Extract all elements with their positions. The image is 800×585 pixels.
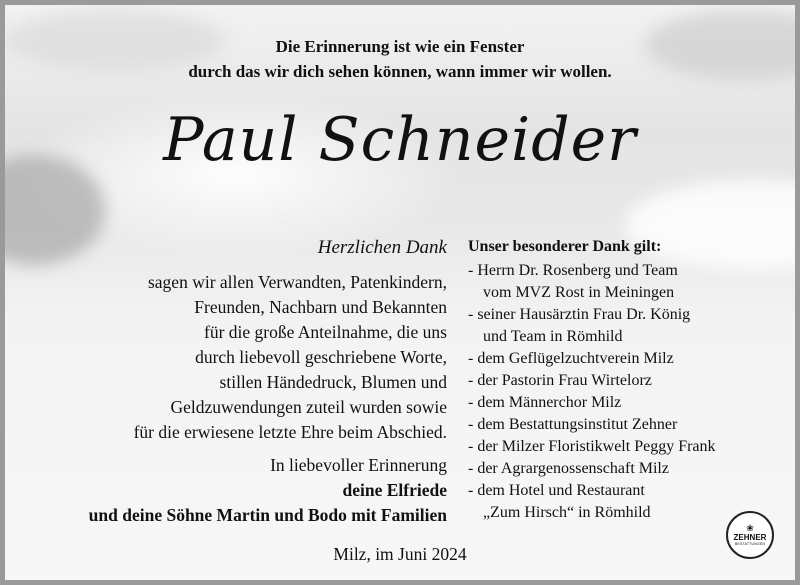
special-thanks-item: - Herrn Dr. Rosenberg und Team (468, 262, 678, 279)
special-thanks-item: - der Agrargenossenschaft Milz (468, 460, 669, 477)
thanks-signer: deine Elfriede (342, 480, 447, 500)
logo-subtitle: BESTATTUNGEN (734, 541, 766, 546)
funeral-home-logo (726, 511, 774, 559)
special-thanks-item: und Team in Römhild (483, 328, 623, 345)
thanks-line: für die große Anteilnahme, die uns (204, 322, 447, 342)
place-date: Milz, im Juni 2024 (333, 544, 467, 564)
deceased-name: Paul Schneider (163, 105, 637, 175)
quote-line-2: durch das wir dich sehen können, wann immer wir wollen. (188, 62, 612, 81)
thanks-line: stillen Händedruck, Blumen und (219, 372, 447, 392)
thanks-line: durch liebevoll geschriebene Worte, (195, 347, 447, 367)
special-thanks-item: - dem Geflügelzuchtverein Milz (468, 350, 674, 367)
special-thanks-item: - der Pastorin Frau Wirtelorz (468, 372, 652, 389)
thanks-heading: Herzlichen Dank (317, 237, 447, 258)
special-thanks-item: - dem Männerchor Milz (468, 394, 622, 411)
thanks-line: sagen wir allen Verwandten, Patenkindern, (147, 272, 447, 292)
special-thanks-item: - seiner Hausärztin Frau Dr. König (468, 306, 691, 323)
logo-name: ZEHNER (733, 532, 767, 542)
cloud-decoration (625, 180, 800, 270)
tree-icon: ❀ (746, 522, 754, 533)
thanks-line: Geldzuwendungen zuteil wurden sowie (170, 397, 447, 417)
special-thanks-item: vom MVZ Rost in Meiningen (483, 284, 675, 301)
thanks-line: für die erwiesene letzte Ehre beim Abschied. (133, 422, 447, 442)
quote-line-1: Die Erinnerung ist wie ein Fenster (275, 37, 525, 56)
special-thanks-item: - dem Hotel und Restaurant (468, 482, 645, 499)
special-thanks-item: - der Milzer Floristikwelt Peggy Frank (468, 438, 716, 455)
special-thanks-heading: Unser besonderer Dank gilt: (468, 238, 662, 255)
thanks-line: Freunden, Nachbarn und Bekannten (194, 297, 447, 317)
special-thanks-item: „Zum Hirsch“ in Römhild (483, 504, 651, 521)
thanks-closing: In liebevoller Erinnerung (270, 455, 447, 475)
special-thanks-item: - dem Bestattungsinstitut Zehner (468, 416, 678, 433)
thanks-signer: und deine Söhne Martin und Bodo mit Familien (88, 505, 447, 525)
